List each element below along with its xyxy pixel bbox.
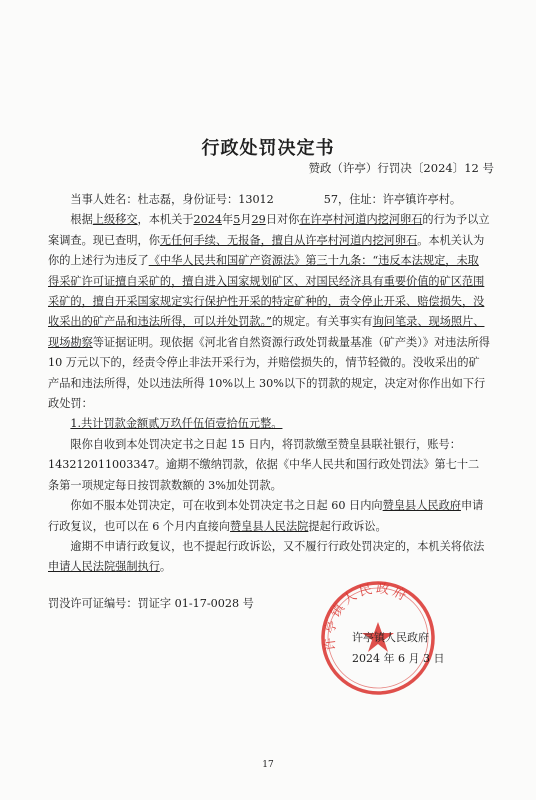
t: 日对你 bbox=[265, 213, 300, 227]
t: 的规定。有关事实有 bbox=[271, 315, 373, 329]
payment-paragraph: 限你自收到本处罚决定书之日起 15 日内，将罚款缴至赞皇县联社银行，账号：143212011003347。逾期不缴纳罚款，依据《中华人民共和国行政处罚法》第七十二条第一项规定每日按罚款数额的 3%加处罚款。 bbox=[48, 437, 480, 492]
t: 。本机关认为你的上述行为违反了 bbox=[48, 233, 485, 268]
t: 你如不服本处罚决定，可在收到本处罚决定书之日起 60 日内向 bbox=[70, 499, 383, 513]
u: 29 bbox=[251, 213, 266, 227]
u: 赞皇县人民政府 bbox=[382, 499, 461, 513]
u: 在许亭村河道内挖河卵石 bbox=[299, 213, 423, 227]
u: 5 bbox=[233, 213, 241, 227]
t: 根据 bbox=[70, 213, 93, 227]
t: 月 bbox=[240, 213, 252, 227]
appeal-paragraph bbox=[48, 496, 490, 537]
t: 申请行政复议，也可以在 6 个月内直接向 bbox=[48, 499, 484, 533]
document-number: 赞政（许亭）行罚决〔2024〕12 号 bbox=[308, 161, 494, 175]
party-info-b: 57，住址：许亭镇许亭村。 bbox=[323, 193, 462, 206]
document-title: 行政处罚决定书 bbox=[201, 138, 335, 159]
t: 的行为予以立案调查。现已查明，你 bbox=[48, 213, 490, 247]
penalty-text: 1.共计罚款金额贰万玖仟伍佰壹拾伍元整。 bbox=[70, 417, 283, 431]
t: 提起行政诉讼。 bbox=[308, 519, 387, 533]
redaction bbox=[274, 194, 324, 207]
t: 逾期不申请行政复议，也不提起行政诉讼，又不履行行政处罚决定的，本机关将依法 bbox=[70, 539, 485, 553]
facts-paragraph bbox=[48, 210, 490, 414]
u: 询问笔录、现场照片、现场勘察 bbox=[48, 315, 485, 349]
u: 2024 bbox=[193, 213, 222, 227]
page-number: 17 bbox=[262, 760, 274, 770]
t: 年 bbox=[221, 213, 234, 227]
t: 。 bbox=[159, 560, 172, 574]
u: 上级移交 bbox=[92, 213, 138, 227]
u: 赞皇县人民法院 bbox=[230, 519, 309, 533]
u: 《中华人民共和国矿产资源法》第三十九条：“违反本法规定，未取得采矿许可证擅自采矿的，擅自进入国家规划矿区、对国民经济具有重要价值的矿区范围采矿的，擅自开采国家规定实行保护性开采的特定矿种的，责令停止开采、赔偿损失，没收采出的矿产品和违法所得，可以并处罚款。” bbox=[48, 254, 485, 329]
u: 申请人民法院强制执行 bbox=[48, 560, 160, 574]
enforcement-paragraph bbox=[48, 537, 490, 578]
penalty-item bbox=[48, 414, 490, 434]
seal-ring-text: 许亭镇人民政府 bbox=[322, 581, 412, 652]
u: 无任何手续、无报备，擅自从许亭村河道内挖河卵石 bbox=[159, 233, 418, 247]
t: 等证据证明。现依据《河北省自然资源行政处罚裁量基准（矿产类）》对违法所得 10 万元以下的，经责令停止非法开采行为，并赔偿损失的，情节轻微的。没收采出的矿产品和违法所得，处以违法所得 10%以上 30%以下的罚款的规定，决定对你作出如下行政处罚： bbox=[48, 335, 490, 411]
party-info-a: 当事人姓名：杜志磊，身份证号：13012 bbox=[70, 193, 274, 206]
issuer-name: 许亭镇人民政府 bbox=[352, 631, 429, 644]
permit-number: 罚没许可证编号：罚证字 01-17-0028 号 bbox=[48, 597, 254, 610]
party-info bbox=[48, 190, 490, 210]
issue-date: 2024 年 6 月 3 日 bbox=[352, 652, 445, 665]
t: ，本机关于 bbox=[137, 213, 194, 227]
document-body bbox=[48, 190, 490, 578]
